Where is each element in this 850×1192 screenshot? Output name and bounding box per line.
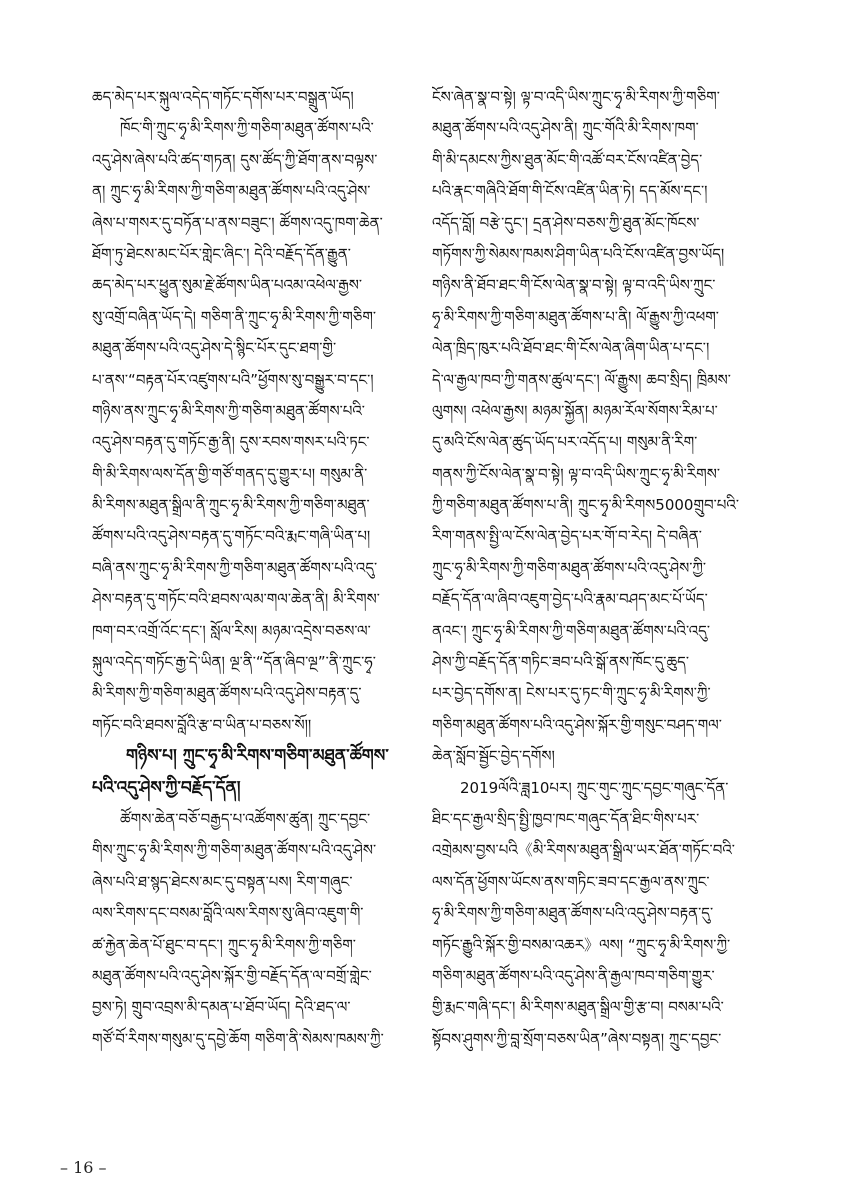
- text-line: འདུ་ཤེས་ཞེས་པའི་ཚད་གཏན། དུས་ཚོད་ཀྱི་ཐོག་ནས་བལྟས་: [92, 150, 378, 169]
- text-line: ཀྲུང་ཧྭ་མི་རིགས་ཀྱི་གཅིག་མཐུན་ཚོགས་པའི་འདུ་ཤེས་ཀྱི་: [432, 558, 707, 577]
- text-line: འདུ་ཤེས་བརྟན་དུ་གཏོང་རྒྱ་ནི། དུས་རབས་གསར་པའི་ཏང་: [92, 433, 370, 452]
- page-number: – 16 –: [60, 1158, 107, 1177]
- text-line: དེ་ལ་རྒྱལ་ཁབ་ཀྱི་གནས་ཚུལ་དང་། ལོ་རྒྱུས། ཆབ་སྲིད། ཁྲིམས་: [432, 370, 731, 389]
- text-line: གཏོང་བའི་ཐབས་བློའི་རྩ་བ་ཡིན་པ་བཅས་སོ།།: [92, 715, 312, 734]
- right-text-column: [432, 82, 762, 1055]
- text-line: གཏོང་རྒྱུའི་སྐོར་གྱི་བསམ་འཆར》ལས། “ཀྲུང་ཧྭ་མི་རིགས་ཀྱི་: [432, 935, 731, 954]
- text-line: ཚོགས་ཆེན་བཅོ་བརྒྱད་པ་འཚོགས་ཚུན། ཀྲུང་དབྱང་: [120, 809, 371, 828]
- text-line: ན། ཀྲུང་ཧྭ་མི་རིགས་ཀྱི་གཅིག་མཐུན་ཚོགས་པའི་འདུ་ཤེས་: [92, 182, 371, 201]
- text-line: མི་རིགས་ཀྱི་གཅིག་མཐུན་ཚོགས་པའི་འདུ་ཤེས་བརྟན་དུ་: [92, 684, 362, 703]
- text-line: བརྗོད་དོན་ལ་ཞིབ་འཇུག་བྱེད་པའི་རྣམ་བཤད་མང་པོ་ཡོད་: [432, 590, 708, 609]
- text-line: དུ་མའི་ངོས་ལེན་ཚུད་ཡོད་པར་འདོད་པ། གསུམ་ནི་རིག་: [432, 433, 698, 452]
- text-line: སྐུལ་འདེད་གཏོང་རྒྱ་དེ་ཡིན། ལྔ་ནི་“དོན་ཞིབ་ལྔ”་ནི་ཀྲུང་ཧྭ་: [92, 653, 376, 672]
- text-line: ལུགས། འཕེལ་རྒྱས། མཉམ་སྐྱོན། མཉམ་རོལ་སོགས་རིམ་པ་: [432, 401, 718, 420]
- text-line: གཉིས་ནི་ཐོབ་ཐང་གི་ངོས་ལེན་སྣ་བ་སྟེ། ལྟ་བ་འདི་ཡིས་ཀྲུང་: [432, 276, 716, 295]
- text-line: གི་མི་རིགས་ལས་དོན་གྱི་གཙོ་གནད་དུ་གྱུར་པ། གསུམ་ནི་: [92, 464, 368, 483]
- text-line: མཐུན་ཚོགས་པའི་འདུ་ཤེས་ནི། ཀྲུང་གོའི་མི་རིགས་ཁག་: [432, 119, 699, 138]
- text-line: ལས་རིགས་དང་བསམ་བློའི་ལས་རིགས་སུ་ཞིབ་འཇུག་གི་: [92, 904, 364, 923]
- text-line: ཆད་མེད་པར་ཕྱུན་སུམ་རྗེ་ཚོགས་ཡིན་པའམ་འཕེལ་རྒྱས་: [92, 276, 363, 295]
- text-line: འདོད་བློ། བརྩེ་དུང་། དྲན་ཤེས་བཅས་ཀྱི་ཐུན་མོང་ཁོངས་: [432, 213, 700, 232]
- text-line: ཁག་བར་འགྲོ་འོང་དང་། སློལ་རིས། མཉམ་འདྲེས་བཅས་ལ་: [92, 621, 371, 640]
- text-line: གཅིག་མཐུན་ཚོགས་པའི་འདུ་ཤེས་སྐོར་གྱི་གསུང་བཤད་གལ་: [432, 715, 722, 734]
- text-line: ཀྱི་གཅིག་མཐུན་ཚོགས་པ་ནི། ཀྲུང་ཧྭ་མི་རིགས5000གྲུབ་པའི་: [432, 496, 740, 515]
- text-line: པའི་རྣང་གཞིའི་ཐོག་གི་ངོས་འཛིན་ཡིན་ཏེ། དད་མོས་དང་།: [432, 182, 708, 201]
- text-line: གིས་ཀྲུང་ཧྭ་མི་རིགས་ཀྱི་གཅིག་མཐུན་ཚོགས་པའི་འདུ་ཤེས་: [92, 841, 377, 860]
- text-line: ལེན་ཁྲིད་ཁུར་པའི་ཐོབ་ཐང་གི་ངོས་ལེན་ཞིག་ཡིན་པ་དང་།: [432, 339, 710, 358]
- text-line: ཚ་རྐྱེན་ཆེན་པོ་ཐུང་བ་དང་། ཀྲུང་ཧྭ་མི་རིགས་ཀྱི་གཅིག་: [92, 935, 356, 954]
- text-line: མཐུན་ཚོགས་པའི་འདུ་ཤེས་དེ་སྙིང་པོར་དུང་ཐག་གྱི་: [92, 339, 337, 358]
- text-line: ཞེས་པ་གསར་དུ་བཏོན་པ་ནས་བཟུང་། ཚོགས་འདུ་ཁག་ཆེན་: [92, 213, 383, 232]
- text-line: རིག་གནས་སྤྱི་ལ་ངོས་ལེན་བྱེད་པར་གོ་བ་རེད། དེ་བཞིན་: [432, 527, 702, 546]
- left-text-column: [92, 82, 422, 1055]
- text-line: མི་རིགས་མཐུན་སྒྲིལ་ནི་ཀྲུང་ཧྭ་མི་རིགས་ཀྱི་གཅིག་མཐུན་: [92, 496, 370, 515]
- text-line: ཧྭ་མི་རིགས་ཀྱི་གཅིག་མཐུན་ཚོགས་པའི་འདུ་ཤེས་བརྟན་དུ་: [432, 904, 714, 923]
- section-heading-line: པའི་འདུ་ཤེས་ཀྱི་བརྗོད་དོན།: [92, 777, 241, 798]
- text-line: ཤེས་ཀྱི་བརྗོད་དོན་གཏིང་ཟབ་པའི་སྒོ་ནས་ཁོང་དུ་ཆུད་: [432, 653, 689, 672]
- text-line: བྱས་ཏེ། གྲུབ་འབྲས་མི་དམན་པ་ཐོབ་ཡོད། དེའི་ཐད་ལ་: [92, 998, 351, 1017]
- text-line: པར་བྱེད་དགོས་ན། ངེས་པར་དུ་ཏང་གི་ཀྲུང་ཧྭ་མི་རིགས་ཀྱི་: [432, 684, 711, 703]
- text-line: ཐོག་ཏུ་ཐེངས་མང་པོར་གླེང་ཞིང་། དེའི་བརྗོད་དོན་རྒྱུན་: [92, 244, 351, 263]
- text-line: གི་མི་དམངས་ཀྱིས་ཐུན་མོང་གི་འཚོ་བར་ངོས་འཛིན་བྱེད་: [432, 150, 703, 169]
- text-line: ཧྭ་མི་རིགས་ཀྱི་གཅིག་མཐུན་ཚོགས་པ་ནི། ལོ་རྒྱུས་ཀྱི་འཕག་: [432, 307, 719, 326]
- text-line: 2019ལོའི་ཟླ10པར། ཀྲུང་གུང་ཀྲུང་དབྱང་གཞུང་དོན་: [460, 778, 729, 797]
- text-line: གནས་ཀྱི་ངོས་ལེན་སྣ་བ་སྟེ། ལྟ་བ་འདི་ཡིས་ཀྲུང་ཧྭ་མི་རིགས་: [432, 464, 720, 483]
- text-line: གཙོ་བོ་རིགས་གསུམ་དུ་དབྱེ་ཆོག གཅིག་ནི་སེམས་ཁམས་ཀྱི་: [92, 1029, 384, 1048]
- text-line: པ་ནས་“བརྟན་པོར་འཛུགས་པའི”ཕྱོགས་སུ་བསྒྱུར་བ་དང་།: [92, 370, 374, 389]
- text-line: ཚོགས་པའི་འདུ་ཤེས་བརྟན་དུ་གཏོང་བའི་རྨང་གཞི་ཡིན་པ།: [92, 527, 371, 546]
- text-line: ལས་དོན་ཕྱོགས་ཡོངས་ནས་གཏིང་ཟབ་དང་རྒྱལ་ནས་ཀྲུང་: [432, 872, 710, 891]
- text-line: གཉིས་ནས་ཀྲུང་ཧྭ་མི་རིགས་ཀྱི་གཅིག་མཐུན་ཚོགས་པའི་: [92, 401, 365, 420]
- text-line: ཤེས་བརྟན་དུ་གཏོང་བའི་ཐབས་ལམ་གལ་ཆེན་ནི། མི་རིགས་: [92, 590, 380, 609]
- text-line: འགྲེམས་བྱས་པའི《མི་རིགས་མཐུན་སྒྲིལ་ཡར་ཐོན་གཏོང་བའི་: [432, 841, 735, 860]
- text-line: སྟོབས་ཤུགས་ཀྱི་བླ་སྲོག་བཅས་ཡིན”ཞེས་བསྟན། ཀྲུང་དབྱང་: [432, 1029, 722, 1048]
- text-line: ཁོང་གི་ཀྲུང་ཧྭ་མི་རིགས་ཀྱི་གཅིག་མཐུན་ཚོགས་པའི་: [120, 119, 374, 138]
- section-heading-line: གཉིས་པ། ཀྲུང་ཧྭ་མི་རིགས་གཅིག་མཐུན་ཚོགས་: [126, 746, 389, 767]
- text-line: ཆད་མེད་པར་སྐུལ་འདེད་གཏོང་དགོས་པར་བསྒྲུན་ཡོད།: [92, 88, 354, 106]
- text-line: གཅིག་མཐུན་ཚོགས་པའི་འདུ་ཤེས་ནི་རྒྱལ་ཁབ་གཅིག་གྱུར་: [432, 966, 715, 985]
- text-line: གྱི་རྨང་གཞི་དང་། མི་རིགས་མཐུན་སྒྲིལ་གྱི་རྩ་བ། བསམ་པའི་: [432, 998, 724, 1017]
- text-line: མཐུན་ཚོགས་པའི་འདུ་ཤེས་སྐོར་གྱི་བརྗོད་དོན་ལ་བགྲོ་གླེང་: [92, 966, 372, 985]
- text-line: བཞི་ནས་ཀྲུང་ཧྭ་མི་རིགས་ཀྱི་གཅིག་མཐུན་ཚོགས་པའི་འདུ་: [92, 558, 378, 577]
- text-line: ཐིང་དང་རྒྱལ་སྲིད་སྤྱི་ཁྱབ་ཁང་གཞུང་དོན་ཐིང་གིས་པར་: [432, 809, 700, 828]
- text-line: གཏོགས་ཀྱི་སེམས་ཁམས་ཤིག་ཡིན་པའི་ངོས་འཛིན་བྱས་ཡོད།: [432, 244, 725, 263]
- text-line: ཆེན་སློབ་སྦྱོང་བྱེད་དགོས།: [432, 747, 555, 766]
- text-line: ནའང་། ཀྲུང་ཧྭ་མི་རིགས་ཀྱི་གཅིག་མཐུན་ཚོགས་པའི་འདུ་: [432, 621, 710, 640]
- text-line: ངོས་ཞེན་སྣ་བ་སྟེ། ལྟ་བ་འདི་ཡིས་ཀྲུང་ཧྭ་མི་རིགས་ཀྱི་གཅིག་: [432, 88, 720, 106]
- text-line: སུ་འགྲོ་བཞིན་ཡོད་དེ། གཅིག་ནི་ཀྲུང་ཧྭ་མི་རིགས་ཀྱི་གཅིག་: [92, 307, 377, 326]
- text-line: ཞེས་པའི་ཐ་སྙད་ཐེངས་མང་དུ་བསྟན་པས། རིག་གཞུང་: [92, 872, 353, 891]
